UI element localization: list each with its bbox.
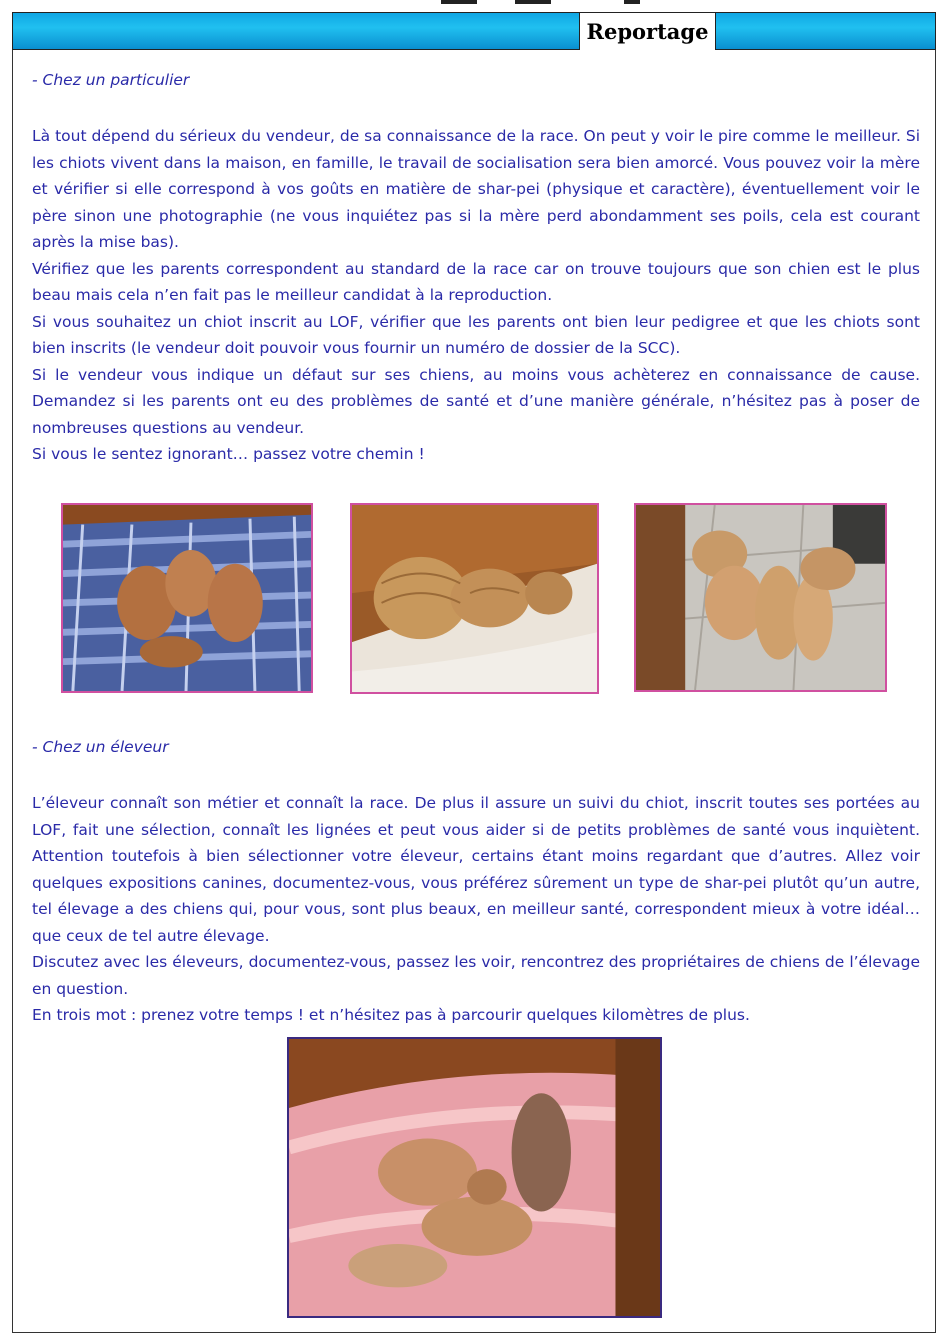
section-heading-particulier: - Chez un particulier	[32, 71, 190, 89]
section-body-eleveur	[32, 790, 920, 1029]
paragraph: Si vous le sentez ignorant… passez votre chemin !	[32, 445, 425, 463]
paragraph: Discutez avec les éleveurs, documentez-vous, passez les voir, rencontrez des propriétaires de chiens de l’élevage en question.	[32, 953, 920, 998]
top-decoration	[441, 0, 477, 4]
paragraph: Là tout dépend du sérieux du vendeur, de sa connaissance de la race. On peut y voir le pire comme le meilleur. Si les chiots vivent dans la maison, en famille, le travail de socialisation sera bien amorcé. Vous pouvez voir la mère et vérifier si elle correspond à vos goûts en matière de shar-pei (physique et caractère), éventuellement voir le père sinon une photographie (ne vous inquiétez pas si la mère perd abondamment ses poils, cela est courant après la mise bas).	[32, 127, 920, 251]
puppies-photo-blanket	[61, 503, 313, 693]
section-tab: Reportage	[579, 12, 716, 50]
section-body-particulier	[32, 123, 920, 468]
puppies-photo-cloth	[350, 503, 599, 694]
paragraph: L’éleveur connaît son métier et connaît la race. De plus il assure un suivi du chiot, inscrit toutes ses portées au LOF, fait une sélection, connaît les lignées et peut vous aider si de petits problèmes de santé vous inquiètent. Attention toutefois à bien sélectionner votre éleveur, certains étant moins regardant que d’autres. Allez voir quelques expositions canines, documentez-vous, vous préférez sûrement un type de shar-pei plutôt qu’un autre, tel élevage a des chiens qui, pour vous, sont plus beaux, en meilleur santé, correspondent mieux à votre idéal… que ceux de tel autre élevage.	[32, 794, 920, 945]
section-heading-eleveur: - Chez un éleveur	[32, 738, 169, 756]
paragraph: Si vous souhaitez un chiot inscrit au LOF, vérifier que les parents ont bien leur pedigree et que les chiots sont bien inscrits (le vendeur doit pouvoir vous fournir un numéro de dossier de la SCC).	[32, 312, 920, 357]
header-bar	[12, 12, 936, 50]
paragraph: En trois mot : prenez votre temps ! et n’hésitez pas à parcourir quelques kilomètres de plus.	[32, 1006, 750, 1024]
puppies-photo-tiles	[634, 503, 887, 692]
top-decoration	[515, 0, 551, 4]
puppies-photo-pink-blanket	[287, 1037, 662, 1318]
top-decoration	[624, 0, 640, 4]
paragraph: Si le vendeur vous indique un défaut sur ses chiens, au moins vous achèterez en connaissance de cause. Demandez si les parents ont eu des problèmes de santé et d’une manière générale, n’hésitez pas à poser de nombreuses questions au vendeur.	[32, 365, 920, 437]
paragraph: Vérifiez que les parents correspondent au standard de la race car on trouve toujours que son chien est le plus beau mais cela n’en fait pas le meilleur candidat à la reproduction.	[32, 259, 920, 304]
